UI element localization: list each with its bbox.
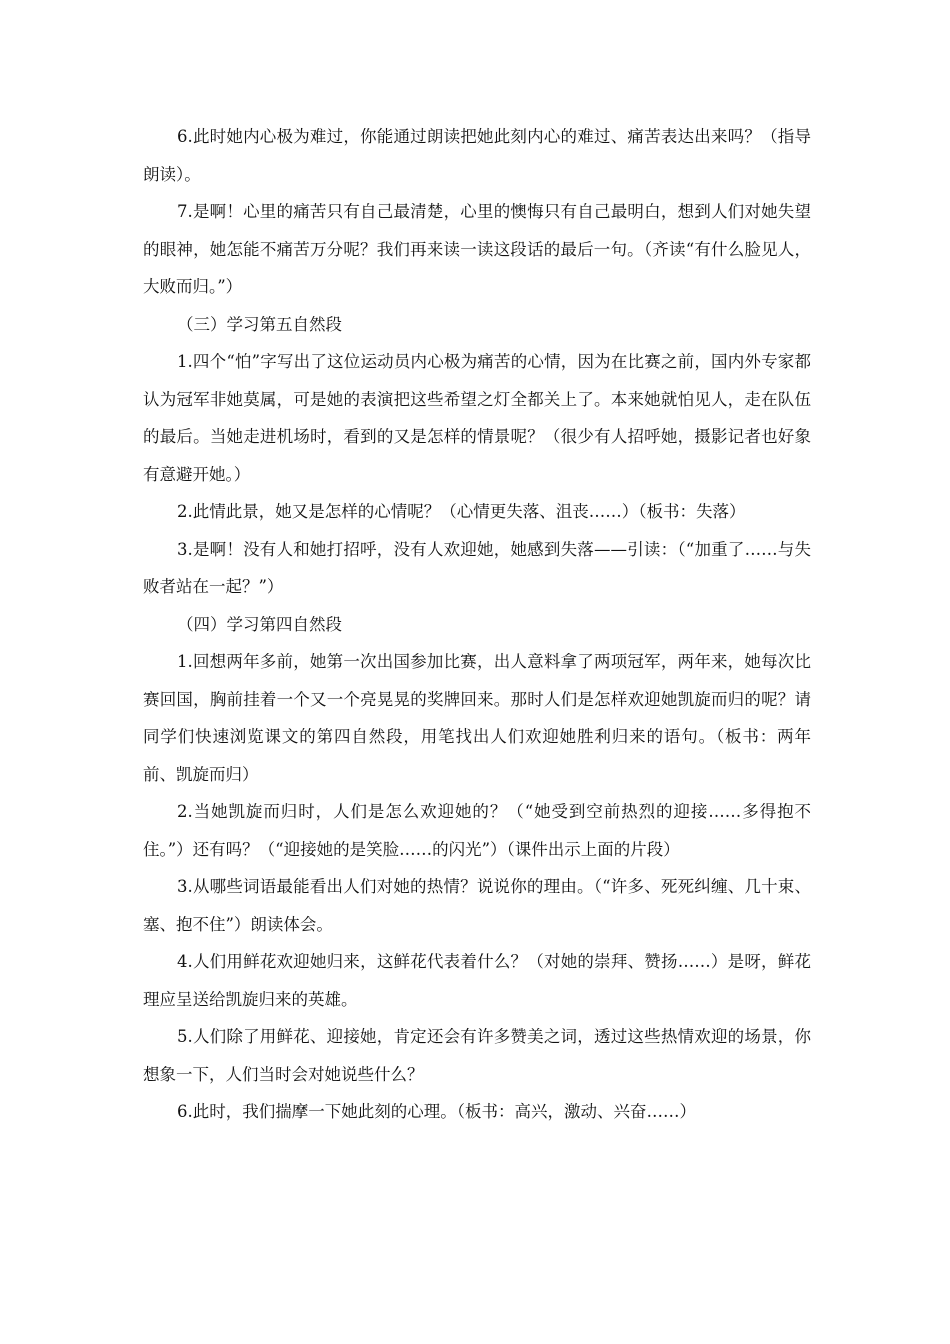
section-heading-4: （四）学习第四自然段 — [177, 614, 342, 634]
paragraph-2: 7.是啊！心里的痛苦只有自己最清楚，心里的懊悔只有自己最明白，想到人们对她失望的眼神，她怎能不痛苦万分呢？我们再来读一读这段话的最后一句。（齐读“有什么脸见人，大败而归。”） — [143, 202, 811, 296]
paragraph-10: 5.人们除了用鲜花、迎接她，肯定还会有许多赞美之词，透过这些热情欢迎的场景，你想象一下，人们当时会对她说些什么？ — [143, 1027, 811, 1084]
paragraph-3: 1.四个“怕”字写出了这位运动员内心极为痛苦的心情，因为在比赛之前，国内外专家都认为冠军非她莫属，可是她的表演把这些希望之灯全都关上了。本来她就怕见人，走在队伍的最后。当她走进机场时，看到的又是怎样的情景呢？（很少有人招呼她，摄影记者也好象有意避开她。） — [143, 352, 811, 484]
paragraph-9: 4.人们用鲜花欢迎她归来，这鲜花代表着什么？（对她的崇拜、赞扬……）是呀，鲜花理应呈送给凯旋归来的英雄。 — [143, 952, 811, 1009]
paragraph-8: 3.从哪些词语最能看出人们对她的热情？说说你的理由。（“许多、死死纠缠、几十束、塞、抱不住”）朗读体会。 — [143, 877, 811, 934]
paragraph-5: 3.是啊！没有人和她打招呼，没有人欢迎她，她感到失落——引读：（“加重了……与失败者站在一起？”） — [143, 539, 811, 596]
paragraph-7: 2.当她凯旋而归时，人们是怎么欢迎她的？（“她受到空前热烈的迎接……多得抱不住。”）还有吗？（“迎接她的是笑脸……的闪光”）（课件出示上面的片段） — [143, 802, 811, 859]
paragraph-1: 6.此时她内心极为难过，你能通过朗读把她此刻内心的难过、痛苦表达出来吗？（指导朗读）。 — [143, 127, 811, 184]
section-heading-3: （三）学习第五自然段 — [177, 314, 342, 334]
document-body — [143, 118, 811, 1131]
paragraph-6: 1.回想两年多前，她第一次出国参加比赛，出人意料拿了两项冠军，两年来，她每次比赛回国，胸前挂着一个又一个亮晃晃的奖牌回来。那时人们是怎样欢迎她凯旋而归的呢？请同学们快速浏览课文的第四自然段，用笔找出人们欢迎她胜利归来的语句。（板书：两年前、凯旋而归） — [143, 652, 811, 784]
paragraph-11: 6.此时，我们揣摩一下她此刻的心理。（板书：高兴，激动、兴奋……） — [177, 1102, 696, 1121]
paragraph-4: 2.此情此景，她又是怎样的心情呢？（心情更失落、沮丧……）（板书：失落） — [177, 502, 746, 521]
